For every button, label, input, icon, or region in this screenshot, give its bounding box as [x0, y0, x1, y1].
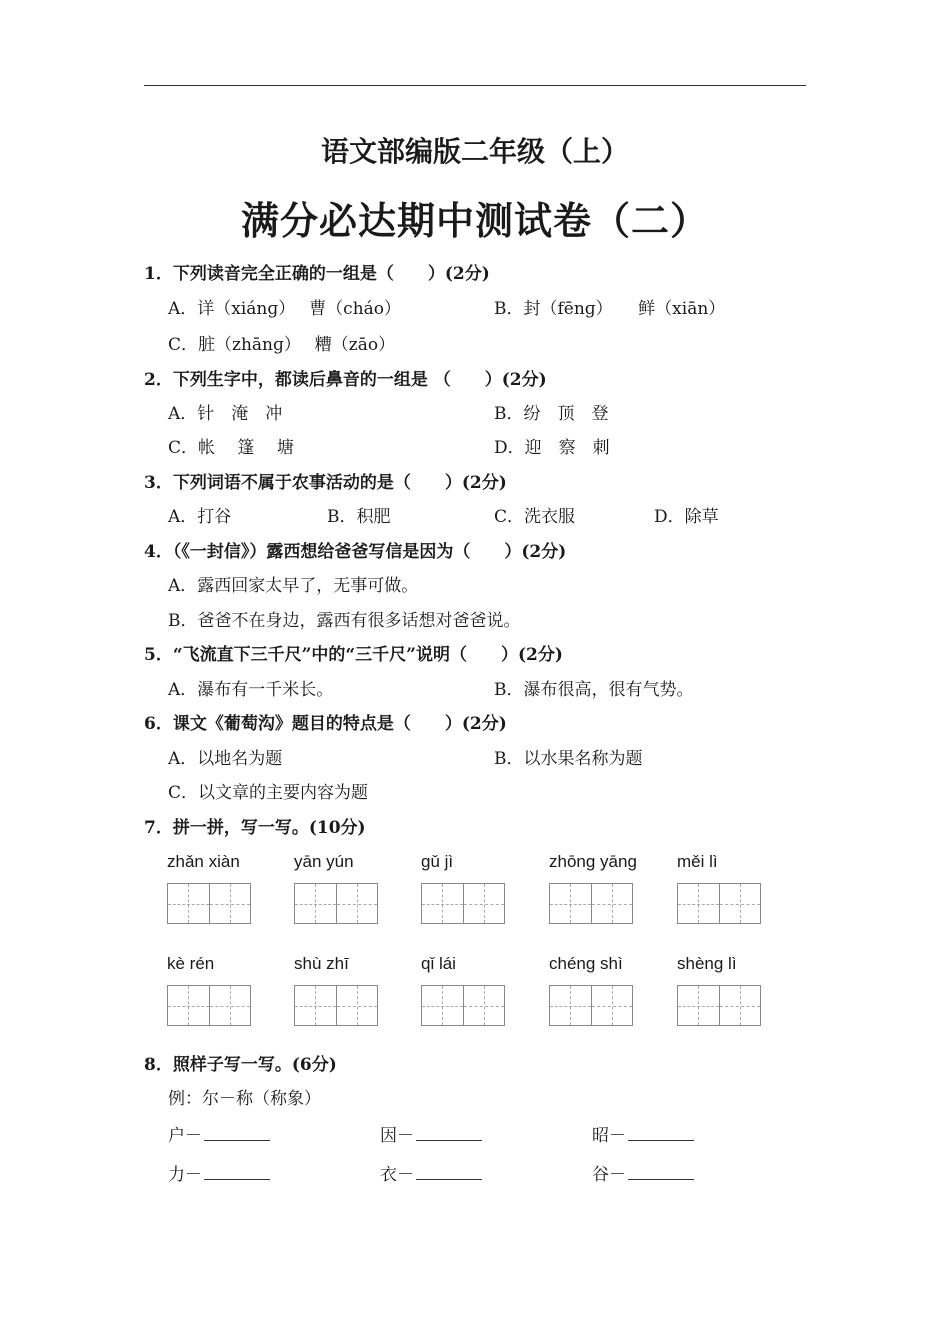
writing-grid[interactable]	[294, 883, 378, 924]
q2-option-a[interactable]: A．针 淹 冲	[168, 404, 283, 424]
pinyin-label: chéng shì	[549, 954, 623, 973]
writing-grid[interactable]	[421, 883, 505, 924]
q8-item	[592, 1121, 694, 1146]
answer-blank[interactable]	[628, 1165, 694, 1180]
pinyin-label: kè rén	[167, 954, 215, 973]
answer-blank[interactable]	[204, 1165, 270, 1180]
q8-item	[592, 1160, 694, 1185]
pinyin-label: zhōng yāng	[549, 852, 637, 871]
q3-option-a[interactable]: A．打谷	[168, 507, 232, 527]
pinyin-label: zhǎn xiàn	[167, 852, 240, 871]
question-5: 5．“飞流直下三千尺”中的“三千尺”说明（ ）(2分)	[144, 645, 563, 665]
q1-option-c[interactable]: C．脏（zhānɡ） 糟（zāo）	[168, 335, 396, 355]
q6-option-c[interactable]: C．以文章的主要内容为题	[168, 783, 369, 803]
q3-option-d[interactable]: D．除草	[654, 507, 719, 527]
question-8: 8．照样子写一写。(6分)	[144, 1055, 337, 1075]
q8-item	[380, 1121, 482, 1146]
q8-item-label: 衣－	[380, 1165, 414, 1185]
pinyin-label: yān yún	[294, 852, 354, 871]
top-rule	[144, 85, 806, 86]
question-7: 7．拼一拼，写一写。(10分)	[144, 818, 366, 838]
page-subtitle: 语文部编版二年级（上）	[320, 135, 629, 168]
writing-grid[interactable]	[549, 985, 633, 1026]
answer-blank[interactable]	[204, 1126, 270, 1141]
q2-option-b[interactable]: B．纷 顶 登	[494, 404, 609, 424]
pinyin-label: shù zhī	[294, 954, 349, 973]
q8-item	[380, 1160, 482, 1185]
q8-item	[168, 1121, 270, 1146]
writing-grid[interactable]	[167, 883, 251, 924]
q4-option-b[interactable]: B．爸爸不在身边，露西有很多话想对爸爸说。	[168, 611, 521, 631]
answer-blank[interactable]	[628, 1126, 694, 1141]
q6-option-b[interactable]: B．以水果名称为题	[494, 749, 643, 769]
pinyin-label: měi lì	[677, 852, 718, 871]
question-1: 1．下列读音完全正确的一组是（ ）(2分)	[144, 264, 490, 284]
q8-item-label: 谷－	[592, 1165, 626, 1185]
q2-option-d[interactable]: D．迎 察 刺	[494, 438, 610, 458]
writing-grid[interactable]	[294, 985, 378, 1026]
q1-option-b[interactable]: B．封（fēnɡ） 鲜（xiān）	[494, 299, 726, 319]
answer-blank[interactable]	[416, 1165, 482, 1180]
q5-option-b[interactable]: B．瀑布很高，很有气势。	[494, 680, 694, 700]
page-title: 满分必达期中测试卷（二）	[240, 198, 709, 243]
writing-grid[interactable]	[677, 883, 761, 924]
q8-item-label: 昭－	[592, 1126, 626, 1146]
q6-option-a[interactable]: A．以地名为题	[168, 749, 283, 769]
writing-grid[interactable]	[549, 883, 633, 924]
q8-item-label: 户－	[168, 1126, 202, 1146]
pinyin-label: qǐ lái	[421, 954, 456, 973]
q8-item-label: 力－	[168, 1165, 202, 1185]
q8-example: 例：尔－称（称象）	[168, 1089, 321, 1109]
writing-grid[interactable]	[677, 985, 761, 1026]
q5-option-a[interactable]: A．瀑布有一千米长。	[168, 680, 334, 700]
question-4: 4．（《一封信》）露西想给爸爸写信是因为（ ）(2分)	[144, 542, 567, 562]
question-2: 2．下列生字中，都读后鼻音的一组是 （ ）(2分)	[144, 370, 547, 390]
question-6: 6．课文《葡萄沟》题目的特点是（ ）(2分)	[144, 714, 507, 734]
question-3: 3．下列词语不属于农事活动的是（ ）(2分)	[144, 473, 507, 493]
q8-item	[168, 1160, 270, 1185]
q4-option-a[interactable]: A．露西回家太早了，无事可做。	[168, 576, 419, 596]
q3-option-c[interactable]: C．洗衣服	[494, 507, 576, 527]
q1-option-a[interactable]: A．详（xiánɡ） 曹（cháo）	[168, 299, 402, 319]
writing-grid[interactable]	[167, 985, 251, 1026]
pinyin-label: shèng lì	[677, 954, 737, 973]
q8-item-label: 因－	[380, 1126, 414, 1146]
writing-grid[interactable]	[421, 985, 505, 1026]
q2-option-c[interactable]: C．帐 篷 塘	[168, 438, 294, 458]
q3-option-b[interactable]: B．积肥	[327, 507, 391, 527]
answer-blank[interactable]	[416, 1126, 482, 1141]
pinyin-label: gǔ jì	[421, 852, 454, 871]
